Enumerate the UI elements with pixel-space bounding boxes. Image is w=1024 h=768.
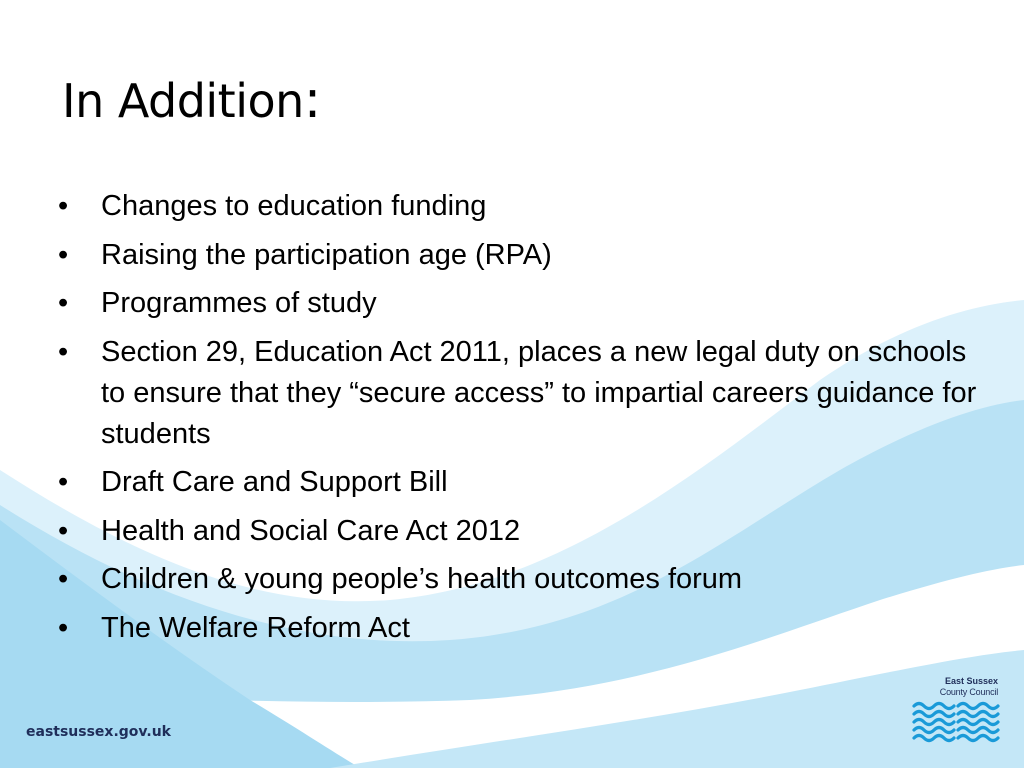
list-item: • Changes to education funding [58, 186, 978, 227]
list-item: • Health and Social Care Act 2012 [58, 511, 978, 552]
council-logo [912, 676, 1002, 746]
waves-logo-icon [912, 700, 1000, 744]
list-item: • The Welfare Reform Act [58, 608, 978, 649]
list-item: • Section 29, Education Act 2011, places a new legal duty on schools to ensure that they “secure access” to impartial careers guidance for students [58, 332, 978, 455]
logo-text-line1: East Sussex [944, 676, 998, 686]
page-title [62, 72, 321, 129]
bullet-list [58, 186, 978, 656]
list-item: • Programmes of study [58, 283, 978, 324]
footer-url: eastsussex.gov.uk [26, 724, 171, 740]
title-colon: : [303, 70, 321, 130]
list-item: • Raising the participation age (RPA) [58, 235, 978, 276]
list-item: • Draft Care and Support Bill [58, 462, 978, 503]
title-text: In Addition [62, 74, 304, 128]
list-item: • Children & young people’s health outcomes forum [58, 559, 978, 600]
logo-text-line2: County Council [939, 687, 998, 697]
